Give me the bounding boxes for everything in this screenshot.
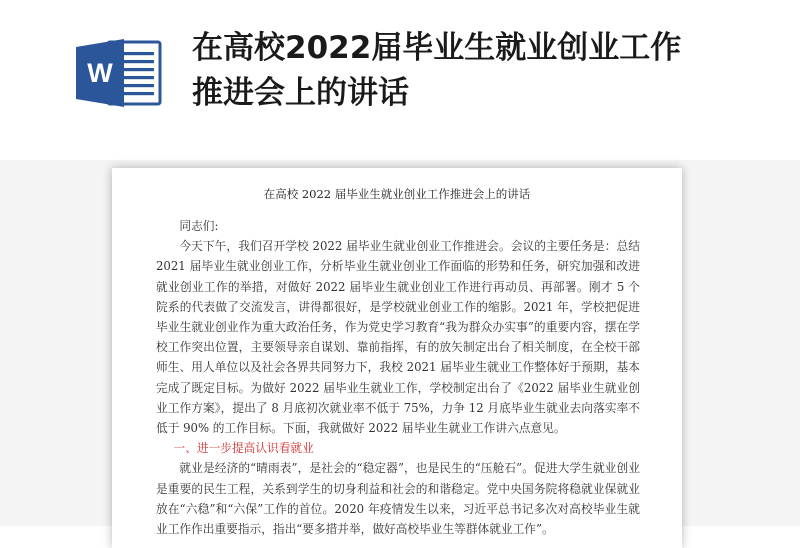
greeting: 同志们: [179, 219, 219, 233]
paragraph-1: 今天下午，我们召开学校 2022 届毕业生就业创业工作推进会。会议的主要任务是：总结 2021 届毕业生就业创业工作，分析毕业生就业创业工作面临的形势和任务，研究加强和改进就业创业工作的举措，对做好 2022 届毕业生就业创业工作进行再动员、再部署。刚才 5 个院系的代表做了交流发言，讲得都很好，是学校就业创业工作的缩影。2021 年，学校把促进毕业生就业创业作为重大政治任务，作为党史学习教育“我为群众办实事”的重要内容，摆在学校工作突出位置，主要领导亲自谋划、靠前指挥，有的放矢制定出台了相关制度，在全校干部师生、用人单位以及社会各界共同努力下，我校 2021 届毕业生就业工作整体好于预期，基本完成了既定目标。为做好 2022 届毕业生就业工作，学校制定出台了《2022 届毕业生就业创业工作方案》，提出了 8 月底初次就业率不低于 75%，力争 12 月底毕业生就业去向落实率不低于 90% 的工作目标。下面，我就做好 2022 届毕业生就业工作讲六点意见。 [156, 239, 640, 436]
document-body [156, 216, 640, 539]
paragraph-2: 就业是经济的“晴雨表”，是社会的“稳定器”，也是民生的“压舱石”。促进大学生就业创业是重要的民生工程，关系到学生的切身利益和社会的和谐稳定。党中央国务院将稳就业保就业放在“六稳”和“六保”工作的首位。2020 年疫情发生以来，习近平总书记多次对高校毕业生就业工作作出重要指示，指出“要多措并举，做好高校毕业生等群体就业工作”。 [156, 461, 640, 537]
document-page-preview [112, 168, 682, 548]
svg-text:W: W [87, 58, 113, 88]
header [0, 0, 800, 160]
page-title: 在高校 2022 届毕业生就业创业工作推进会上的讲话 [263, 187, 531, 201]
document-title-heading: 在高校2022届毕业生就业创业工作推进会上的讲话 [192, 30, 682, 111]
section-1-heading: 一、进一步提高认识看就业 [173, 441, 314, 456]
word-document-icon [74, 36, 162, 110]
